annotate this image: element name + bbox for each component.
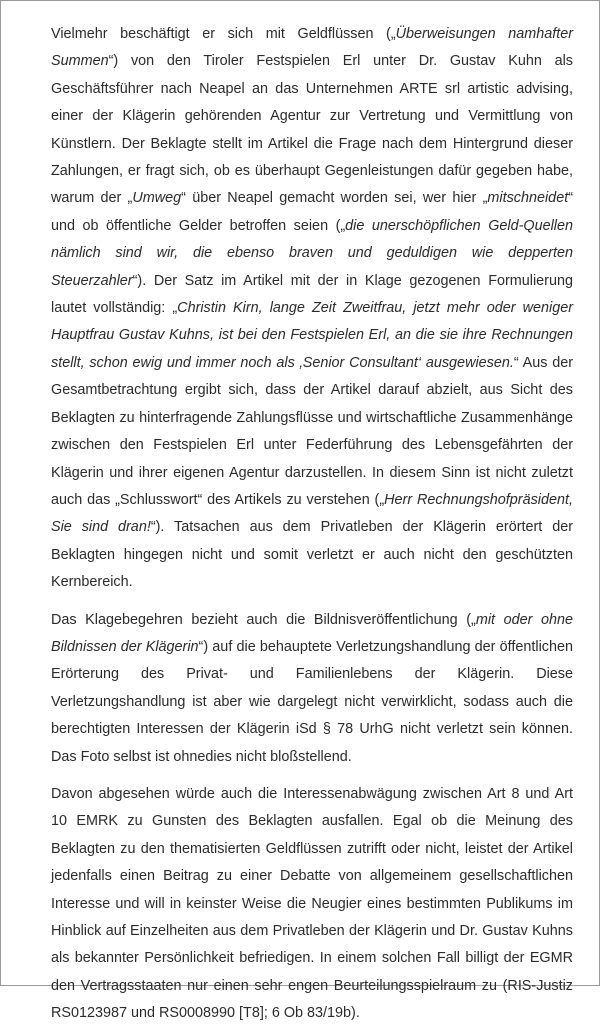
paragraph-interessenabwaegung xyxy=(51,781,573,1028)
document-body xyxy=(51,21,573,1028)
quote-run: Christin Kirn, lange Zeit Zweitfrau, jetzt mehr oder weniger Hauptfrau Gustav Kuhns, ist bei den Festspielen Erl, an die sie ihre Rechnungen stellt, schon ewig und immer noch als ‚Senior Consultant‘ ausgewiesen. xyxy=(51,300,573,371)
quote-run: mitschneidet xyxy=(487,190,569,207)
paragraph-geldfluesse xyxy=(51,21,573,597)
quote-run: mit oder ohne Bildnissen der Klägerin xyxy=(51,611,573,655)
text-run: “ und ob öffentliche Gelder betroffen seien („ xyxy=(51,190,573,234)
text-run: “). Tatsachen aus dem Privatleben der Klägerin erörtert der Beklagten hingegen nicht und somit verletzt er auch nicht den geschützten Kernbereich. xyxy=(51,519,573,591)
text-run: “) von den Tiroler Festspielen Erl unter Dr. Gustav Kuhn als Geschäftsführer nach Neapel an das Unternehmen ARTE srl artistic advising, einer der Klägerin gehörenden Agentur zur Vertretung und Vermittlung von Künstlern. Der Beklagte stellt im Artikel die Frage nach dem Hintergrund dieser Zahlungen, er fragt sich, ob es überhaupt Gegenleistungen dafür gegeben habe, warum der „ xyxy=(51,53,573,207)
text-run: Davon abgesehen würde auch die Interessenabwägung zwischen Art 8 und Art 10 EMRK zu Gunsten des Beklagten ausfallen. Egal ob die Meinung des Beklagten zu den thematisierten Geldflüssen zutrifft oder nicht, leistet der Artikel jedenfalls einen Beitrag zu einer Debatte von allgemeinem gesellschaftlichen Interesse und will in keinster Weise die Neugier eines bestimmten Publikums im Hinblick auf Einzelheiten aus dem Privatleben der Klägerin und Dr. Gustav Kuhns als bekannter Persönlichkeit befriedigen. In einem solchen Fall billigt der EGMR den Vertragsstaaten nur einen sehr engen Beurteilungsspielraum zu (RIS-Justiz RS0123987 und RS0008990 [T8]; 6 Ob 83/19b). xyxy=(51,785,573,1022)
text-run: Vielmehr beschäftigt er sich mit Geldflüssen („ xyxy=(51,26,396,42)
text-run: “ Aus der Gesamtbetrachtung ergibt sich, dass der Artikel darauf abzielt, aus Sicht des Beklagten zu hinterfragende Zahlungsflüsse und wirtschaftliche Zusammenhänge zwischen den Festspielen Erl unter Federführung des Lebensgefährten der Klägerin und ihrer eigenen Agentur darzustellen. In diesem Sinn ist nicht zuletzt auch das „Schlusswort“ des Artikels zu verstehen („ xyxy=(51,354,573,508)
text-run: “) auf die behauptete Verletzungshandlung der öffentlichen Erörterung des Privat- und Familienlebens der Klägerin. Diese Verletzungshandlung ist aber wie dargelegt nicht verwirklicht, sodass auch die berechtigten Interessen der Klägerin iSd § 78 UrhG nicht verletzt sein können. Das Foto selbst ist ohnedies nicht bloßstellend. xyxy=(51,638,573,765)
text-run: “ über Neapel gemacht worden sei, wer hier „ xyxy=(181,190,488,207)
text-run: Das Klagebegehren bezieht auch die Bildnisveröffentlichung („ xyxy=(51,611,476,628)
quote-run: Herr Rechnungshofpräsident, Sie sind dran! xyxy=(51,491,573,536)
paragraph-bildnis xyxy=(51,607,573,771)
quote-run: Überweisungen namhafter Summen xyxy=(51,26,573,70)
quote-run: die unerschöpflichen Geld-Quellen nämlich sind wir, die ebenso braven und geduldigen wie depperten Steuerzahler xyxy=(51,217,573,289)
text-run: “). Der Satz im Artikel mit der in Klage gezogenen Formulierung lautet vollständig: „ xyxy=(51,272,573,317)
quote-run: Umweg xyxy=(132,190,182,207)
